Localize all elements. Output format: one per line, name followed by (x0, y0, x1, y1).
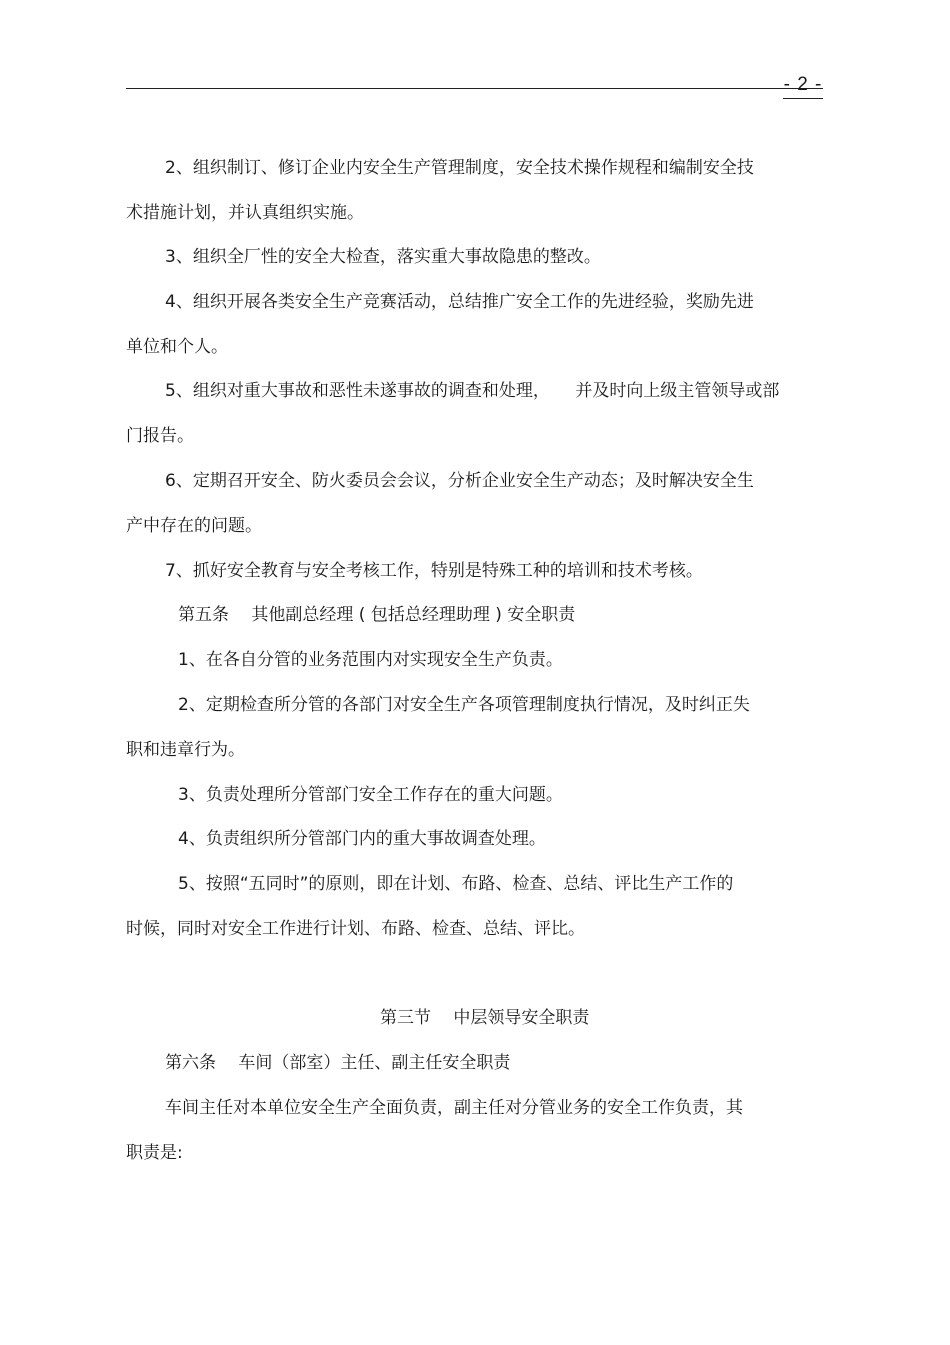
text-line: 职和违章行为。 (126, 740, 245, 760)
text-line: 3、组织全厂性的安全大检查，落实重大事故隐患的整改。 (165, 247, 601, 267)
text-line: 2、定期检查所分管的各部门对安全生产各项管理制度执行情况，及时纠正失 (178, 695, 750, 715)
text-line: 术措施计划，并认真组织实施。 (126, 203, 364, 223)
text-line: 单位和个人。 (126, 337, 228, 357)
text-line: 门报告。 (126, 426, 194, 446)
text-line: 4、组织开展各类安全生产竞赛活动，总结推广安全工作的先进经验，奖励先进 (165, 292, 754, 312)
text-line: 4、负责组织所分管部门内的重大事故调查处理。 (178, 829, 546, 849)
section-heading: 第三节 中层领导安全职责 (380, 1008, 590, 1028)
article-heading: 第五条 其他副总经理 ( 包括总经理助理 ) 安全职责 (178, 605, 576, 625)
text-line: 5、按照“五同时”的原则，即在计划、布路、检查、总结、评比生产工作的 (178, 874, 734, 894)
text-line: 3、负责处理所分管部门安全工作存在的重大问题。 (178, 785, 563, 805)
text-line: 产中存在的问题。 (126, 516, 262, 536)
text-line: 时候，同时对安全工作进行计划、布路、检查、总结、评比。 (126, 919, 585, 939)
text-line: 7、抓好安全教育与安全考核工作，特别是特殊工种的培训和技术考核。 (165, 561, 703, 581)
text-line: 6、定期召开安全、防火委员会会议，分析企业安全生产动态；及时解决安全生 (165, 471, 754, 491)
text-line: 2、组织制订、修订企业内安全生产管理制度，安全技术操作规程和编制安全技 (165, 158, 754, 178)
article-heading: 第六条 车间（部室）主任、副主任安全职责 (165, 1053, 511, 1073)
page-number: - 2 - (783, 74, 823, 99)
text-line: 5、组织对重大事故和恶性未遂事故的调查和处理， 并及时向上级主管领导或部 (165, 381, 780, 401)
header-rule (126, 88, 823, 89)
text-line: 1、在各自分管的业务范围内对实现安全生产负责。 (178, 650, 563, 670)
text-line: 职责是: (126, 1143, 183, 1163)
text-line: 车间主任对本单位安全生产全面负责，副主任对分管业务的安全工作负责，其 (165, 1098, 743, 1118)
